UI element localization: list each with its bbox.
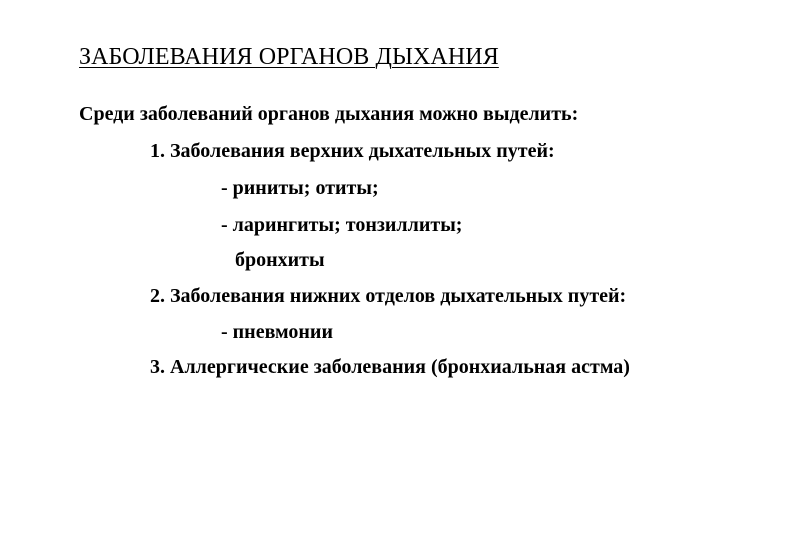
intro-text: Среди заболеваний органов дыхания можно выделить: bbox=[79, 103, 579, 125]
list-item-2: 2. Заболевания нижних отделов дыхательных путей: bbox=[150, 285, 627, 307]
list-item-1: 1. Заболевания верхних дыхательных путей: bbox=[150, 140, 555, 162]
slide-title: ЗАБОЛЕВАНИЯ ОРГАНОВ ДЫХАНИЯ bbox=[79, 44, 499, 70]
sub-item-1a: - риниты; отиты; bbox=[221, 177, 379, 199]
sub-item-2a: - пневмонии bbox=[221, 321, 333, 343]
sub-item-1b: - ларингиты; тонзиллиты; bbox=[221, 214, 463, 236]
list-item-3: 3. Аллергические заболевания (бронхиальная астма) bbox=[150, 356, 630, 378]
sub-item-1c: бронхиты bbox=[235, 249, 325, 271]
